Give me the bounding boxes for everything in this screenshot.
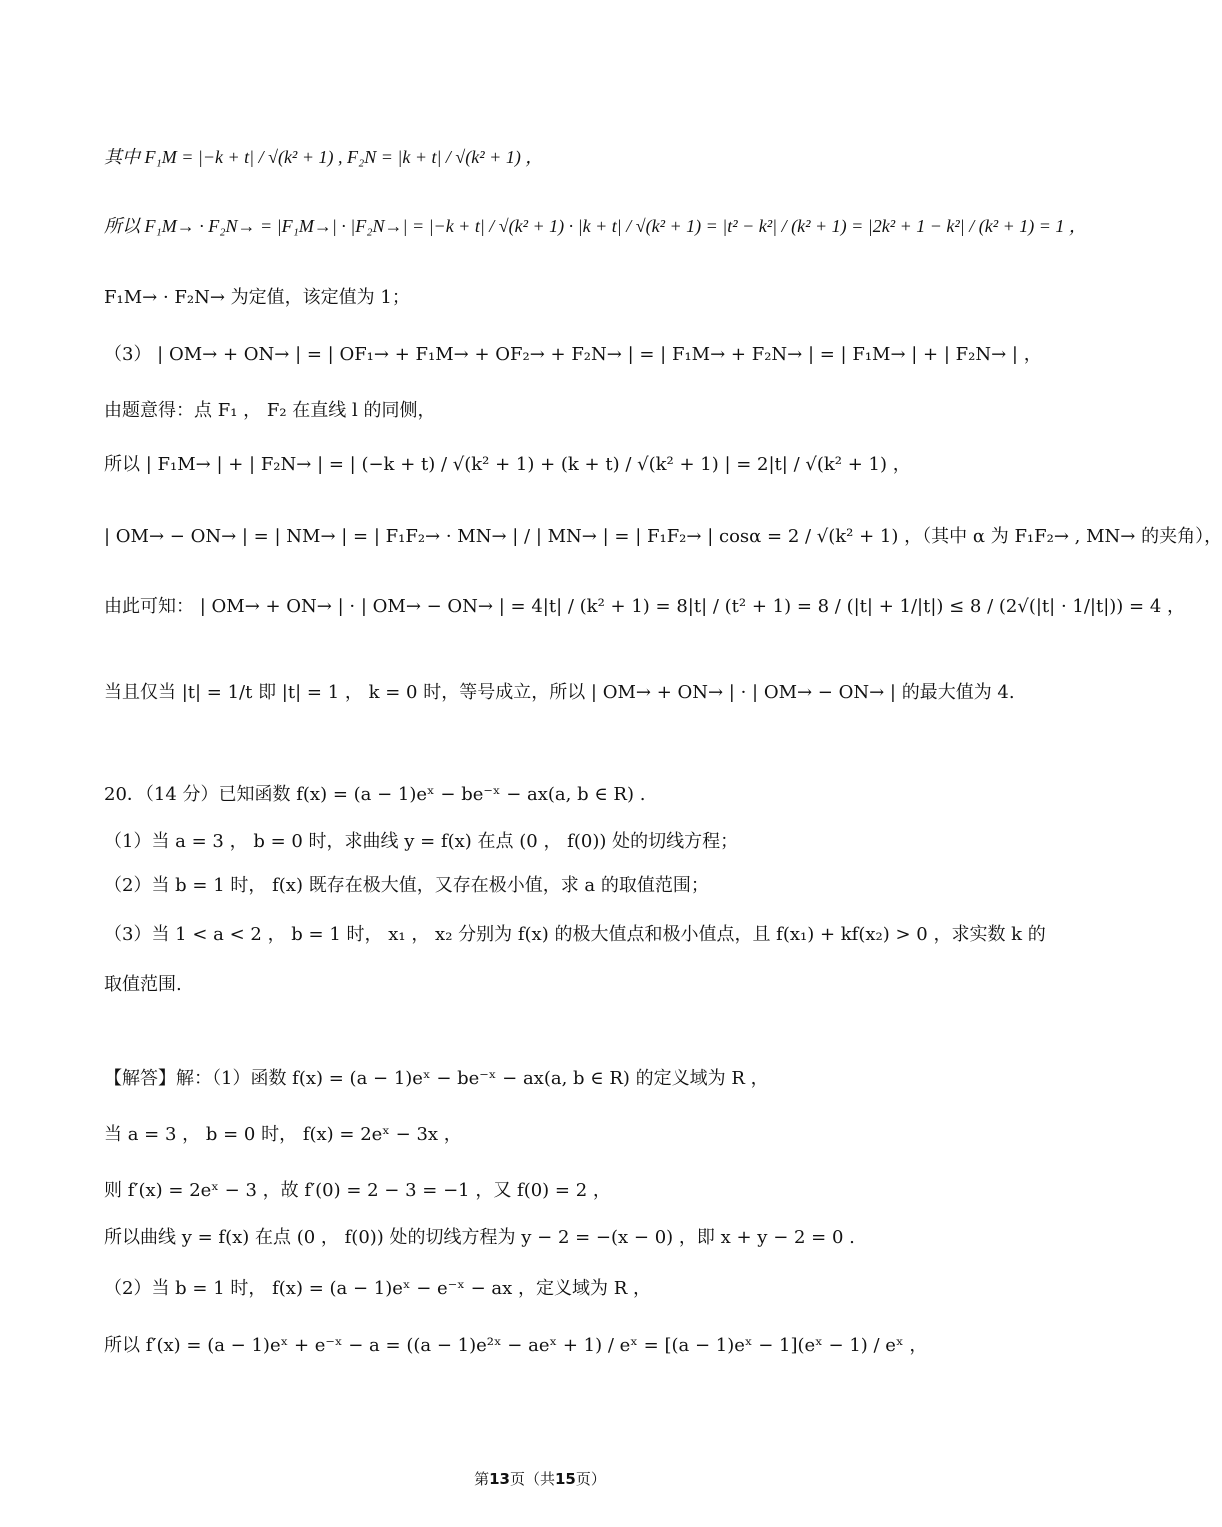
footer-prefix: 第 (474, 1470, 490, 1488)
footer-middle: 页（共 (509, 1470, 555, 1488)
answer-line-3: 则 f′(x) = 2eˣ − 3 ，故 f′(0) = 2 − 3 = −1 ，又 f(0) = 2 ， (104, 1180, 611, 1201)
footer-suffix: 页） (575, 1470, 606, 1488)
question-20-part-3-cont: 取值范围. (104, 974, 182, 995)
footer-page-number: 13 (489, 1470, 510, 1488)
question-20: 20．（14 分）已知函数 f(x) = (a − 1)eˣ − be⁻ˣ − ax(a, b ∈ R) . (104, 784, 646, 805)
text-line-2: 所以 F₁M→ · F₂N→ = |F₁M→| · |F₂N→| = |−k + t| / √(k² + 1) · |k + t| / √(k² + 1) = |t² − k²| / (k² + 1) = |2k² + 1 − k²| / (k² + 1) = 1 ， (104, 216, 1087, 236)
page-footer (0, 1468, 1080, 1489)
footer-total-pages: 15 (555, 1470, 576, 1488)
text-line-1: 其中 F₁M = |−k + t| / √(k² + 1) , F₂N = |k + t| / √(k² + 1) ， (104, 147, 544, 167)
answer-heading: 【解答】解：（1）函数 f(x) = (a − 1)eˣ − be⁻ˣ − ax(a, b ∈ R) 的定义域为 R ， (104, 1068, 769, 1089)
answer-line-6: 所以 f′(x) = (a − 1)eˣ + e⁻ˣ − a = ((a − 1)e²ˣ − aeˣ + 1) / eˣ = [(a − 1)eˣ − 1](eˣ − 1) / eˣ ， (104, 1335, 928, 1356)
question-20-part-3: （3）当 1 < a < 2 ， b = 1 时， x₁ ， x₂ 分别为 f(x) 的极大值点和极小值点，且 f(x₁) + kf(x₂) > 0 ，求实数 k 的 (104, 924, 1046, 945)
answer-line-2: 当 a = 3 ， b = 0 时， f(x) = 2eˣ − 3x ， (104, 1124, 462, 1145)
text-line-6: 所以 | F₁M→ | + | F₂N→ | = | (−k + t) / √(k² + 1) + (k + t) / √(k² + 1) | = 2|t| / √(k² + 1) ， (104, 454, 911, 475)
text-line-5: 由题意得：点 F₁ ， F₂ 在直线 l 的同侧， (104, 400, 436, 421)
text-line-8: 由此可知： | OM→ + ON→ | · | OM→ − ON→ | = 4|t| / (k² + 1) = 8|t| / (t² + 1) = 8 / (|t| + 1/|t|) ≤ 8 / (2√(|t| · 1/|t|)) = 4 ， (104, 596, 1186, 617)
question-20-part-1: （1）当 a = 3 ， b = 0 时，求曲线 y = f(x) 在点 (0 ， f(0)) 处的切线方程； (104, 831, 739, 852)
answer-line-5: （2）当 b = 1 时， f(x) = (a − 1)eˣ − e⁻ˣ − ax ，定义域为 R ， (104, 1278, 651, 1299)
answer-line-4: 所以曲线 y = f(x) 在点 (0 ， f(0)) 处的切线方程为 y − 2 = −(x − 0) ，即 x + y − 2 = 0 . (104, 1227, 855, 1248)
text-line-7: | OM→ − ON→ | = | NM→ | = | F₁F₂→ · MN→ | / | MN→ | = | F₁F₂→ | cosα = 2 / √(k² + 1) ，（其中 α 为 F₁F₂→ , MN→ 的夹角）， (104, 526, 1222, 547)
text-line-3: F₁M→ · F₂N→ 为定值，该定值为 1； (104, 287, 410, 308)
text-line-9: 当且仅当 |t| = 1/t 即 |t| = 1 ， k = 0 时，等号成立，所以 | OM→ + ON→ | · | OM→ − ON→ | 的最大值为 4. (104, 682, 1015, 703)
text-line-4: （3） | OM→ + ON→ | = | OF₁→ + F₁M→ + OF₂→ + F₂N→ | = | F₁M→ + F₂N→ | = | F₁M→ | + | F₂N→ | ， (104, 344, 1042, 365)
question-20-part-2: （2）当 b = 1 时， f(x) 既存在极大值，又存在极小值，求 a 的取值范围； (104, 875, 709, 896)
